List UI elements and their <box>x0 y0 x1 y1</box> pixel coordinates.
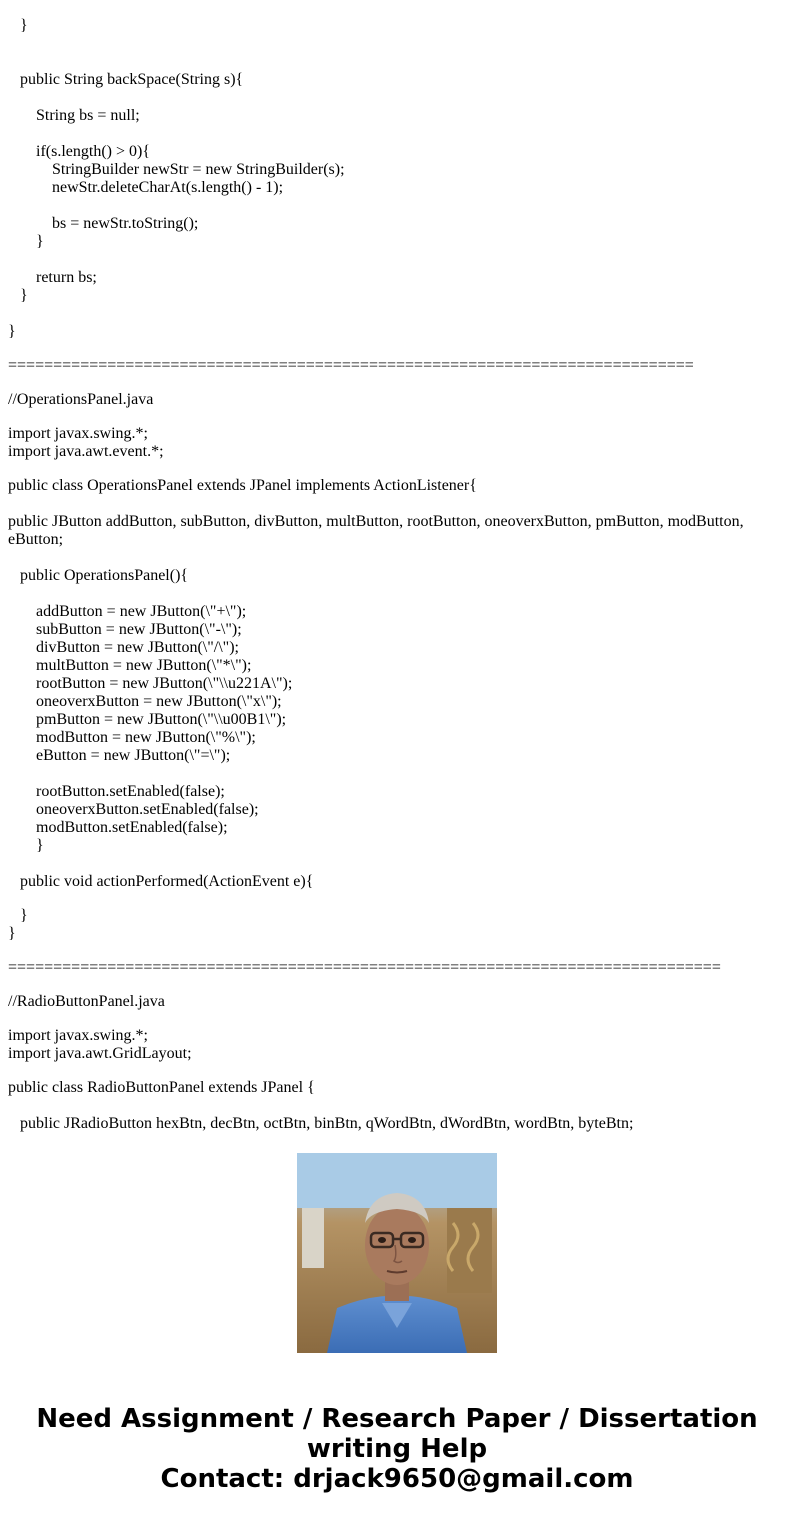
code-line: } <box>8 925 16 942</box>
code-line: rootButton = new JButton(\"\\u221A\"); <box>8 675 293 692</box>
code-line: multButton = new JButton(\"*\"); <box>8 657 252 674</box>
code-line: import javax.swing.*; <box>8 1027 148 1044</box>
code-line: oneoverxButton.setEnabled(false); <box>8 801 259 818</box>
code-line: subButton = new JButton(\"-\"); <box>8 621 242 638</box>
code-line: newStr.deleteCharAt(s.length() - 1); <box>8 179 284 196</box>
code-line: addButton = new JButton(\"+\"); <box>8 603 247 620</box>
code-line: } <box>8 233 44 250</box>
author-photo <box>297 1153 497 1353</box>
code-line: public JButton addButton, subButton, divButton, multButton, rootButton, oneoverxButton, pmButton, modButton, eButton; <box>8 513 744 548</box>
code-line: pmButton = new JButton(\"\\u00B1\"); <box>8 711 287 728</box>
code-line: modButton.setEnabled(false); <box>8 819 228 836</box>
code-line: return bs; <box>8 269 97 286</box>
separator-line: =============================================================================== <box>8 959 721 976</box>
code-line: rootButton.setEnabled(false); <box>8 783 225 800</box>
code-line: eButton = new JButton(\"=\"); <box>8 747 231 764</box>
code-line: } <box>8 907 28 924</box>
contact-banner <box>0 1404 794 1494</box>
code-line: StringBuilder newStr = new StringBuilder(s); <box>8 161 345 178</box>
file-comment: //RadioButtonPanel.java <box>8 993 165 1010</box>
code-line: } <box>8 837 44 854</box>
code-line: public class RadioButtonPanel extends JPanel { <box>8 1079 315 1096</box>
separator-line: ============================================================================ <box>8 357 694 374</box>
portrait-image <box>297 1153 497 1353</box>
code-line: modButton = new JButton(\"%\"); <box>8 729 256 746</box>
code-line: divButton = new JButton(\"/\"); <box>8 639 239 656</box>
code-line: public OperationsPanel(){ <box>8 567 189 584</box>
code-line: } <box>8 287 28 304</box>
code-line: public void actionPerformed(ActionEvent e){ <box>8 873 314 890</box>
code-line: public JRadioButton hexBtn, decBtn, octBtn, binBtn, qWordBtn, dWordBtn, wordBtn, byteBtn; <box>8 1115 634 1132</box>
code-line: oneoverxButton = new JButton(\"x\"); <box>8 693 282 710</box>
code-line: if(s.length() > 0){ <box>8 143 151 160</box>
code-line: public class OperationsPanel extends JPanel implements ActionListener{ <box>8 477 477 494</box>
contact-email: Contact: drjack9650@gmail.com <box>160 1464 634 1494</box>
banner-line-2: writing Help <box>306 1434 488 1464</box>
code-line: } <box>8 17 28 34</box>
file-comment: //OperationsPanel.java <box>8 391 154 408</box>
code-line: String bs = null; <box>8 107 140 124</box>
banner-line-1: Need Assignment / Research Paper / Dissertation <box>36 1404 758 1434</box>
code-line: public String backSpace(String s){ <box>8 71 244 88</box>
code-line: import java.awt.event.*; <box>8 443 164 460</box>
code-line: } <box>8 323 16 340</box>
code-line: import javax.swing.*; <box>8 425 148 442</box>
code-line: import java.awt.GridLayout; <box>8 1045 192 1062</box>
code-line: bs = newStr.toString(); <box>8 215 199 232</box>
